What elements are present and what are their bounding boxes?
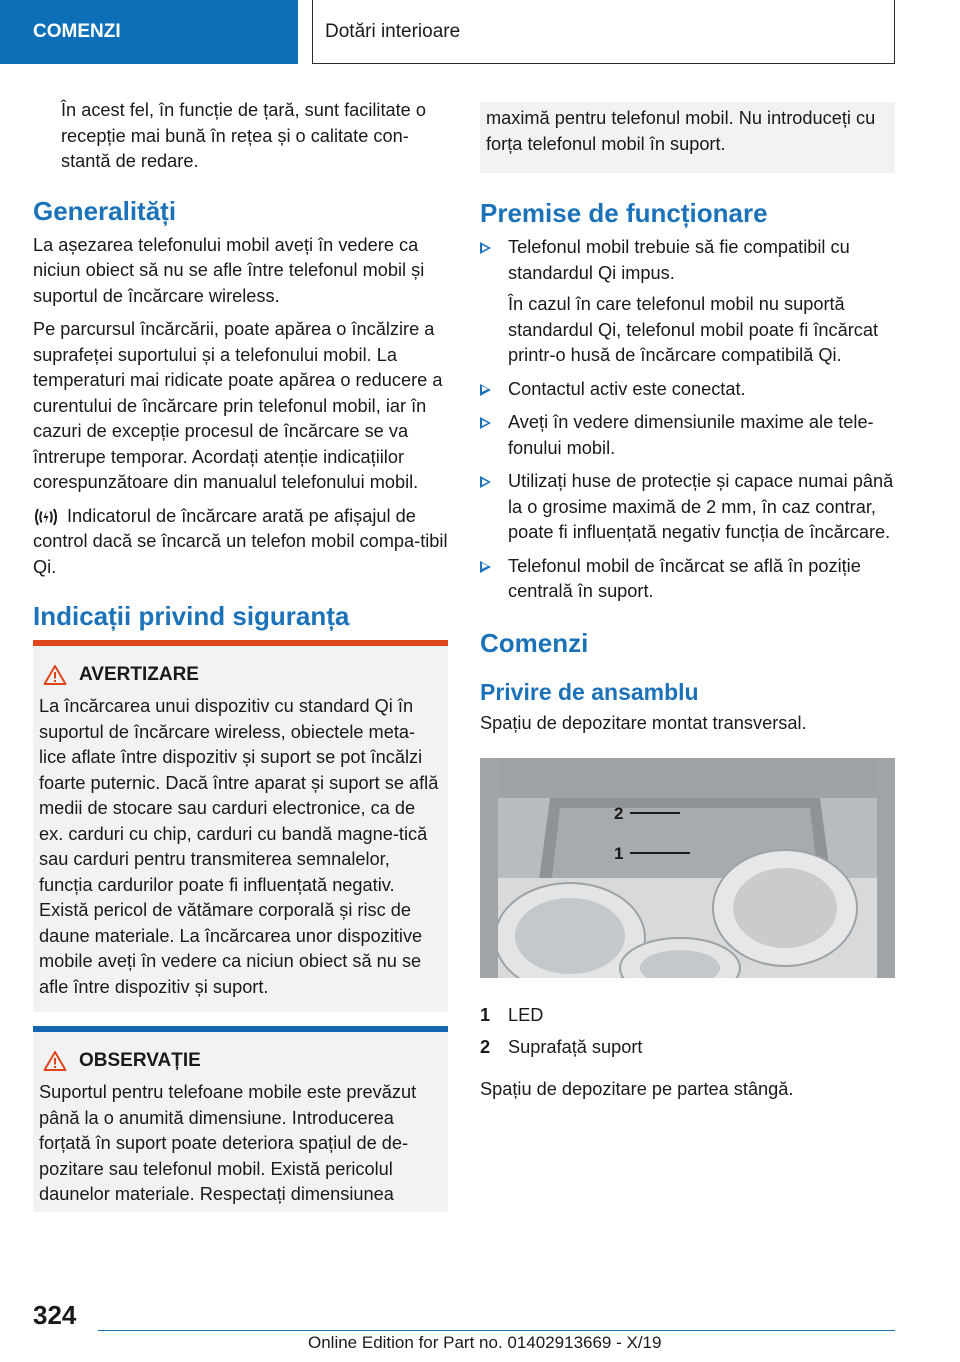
bullet-triangle-icon	[480, 561, 491, 573]
heading-controls: Comenzi	[480, 627, 589, 658]
legend-row: 1 LED	[480, 1005, 544, 1025]
heading-prerequisites: Premise de funcționare	[480, 198, 768, 228]
list-item-subtext: În cazul în care telefonul mobil nu suportă standardul Qi, telefonul mobil poate fi încărcat printr-o husă de încărcare compatibilă Qi.	[508, 294, 879, 365]
footer-divider	[98, 1330, 895, 1331]
warning-triangle-icon	[43, 664, 67, 686]
section-tab[interactable]	[0, 0, 298, 64]
general-paragraph-3	[33, 504, 448, 581]
warning-text: La încărcarea unui dispozitiv cu standard Qi în suportul de încărcare wireless, obiectele meta-lice aflate între dispozitiv și suport se pot încălzi foarte puternic. Dacă între aparat și suport se află medii de stocare sau carduri electronice, ca de ex. carduri cu chip, carduri cu bandă magne-tică sau carduri pentru transmiterea semnalelor, funcția cardurilor poate fi influențată negativ. Există pericol de vătămare corporală și risc de daune materiale. La încărcarea unor dispozitive mobile aveți în vedere ca niciun obiect să nu se afle între dispozitiv și suport.	[39, 696, 439, 997]
charging-indicator-text: Indicatorul de încărcare arată pe afișajul de control dacă se încarcă un telefon mobil compa-tibil Qi.	[33, 505, 448, 577]
note-text: Suportul pentru telefoane mobile este prevăzut până la o anumită dimensiune. Introducerea forțată în suport poate deteriora spațiul de de-pozitare sau telefonul mobil. Există pericolul daunelor materiale. Respectați dimensiunea	[39, 1082, 417, 1204]
storage-compartment-illustration	[480, 758, 895, 978]
legend-row: 2 Suprafață suport	[480, 1037, 643, 1057]
left-column	[33, 98, 448, 1212]
list-item: Telefonul mobil de încărcat se află în poziție centrală în suport.	[480, 554, 895, 605]
general-paragraph-1: La așezarea telefonului mobil aveți în vedere ca niciun obiect să nu se afle între telefonul mobil și suportul de încărcare wireless.	[33, 234, 425, 306]
overview-paragraph: Spațiu de depozitare montat transversal.	[480, 712, 807, 733]
figure-label-1: 1	[614, 844, 624, 863]
note-header	[39, 1050, 442, 1072]
heading-overview: Privire de ansamblu	[480, 678, 699, 705]
bullet-triangle-icon	[480, 476, 491, 488]
general-paragraph-2: Pe parcursul încărcării, poate apărea o încălzire a suprafeței suportului și a telefonului mobil. La temperaturi mai ridicate poate apărea o reducere a curentului de încărcare prin telefonul mobil, iar în cazuri de excepție procesul de încărcare se va întrerupe temporar. Acordați atenție indicațiilor corespunzătoare din manualul telefonului mobil.	[33, 319, 443, 492]
chapter-header	[312, 0, 895, 64]
list-item: Telefonul mobil trebuie să fie compatibil cu standardul Qi impus. În cazul în care telefonul mobil nu suportă standardul Qi, telefonul mobil poate fi încărcat printr-o husă de încărcare compatibilă Qi.	[480, 235, 895, 369]
bullet-triangle-icon	[480, 417, 491, 429]
page-number: 324	[33, 1300, 77, 1330]
prerequisites-list	[480, 235, 895, 605]
note-box-continued	[480, 102, 895, 173]
right-column	[480, 102, 895, 1111]
section-label: COMENZI	[33, 21, 121, 42]
list-item: Aveți în vedere dimensiunile maxime ale tele-fonului mobil.	[480, 410, 895, 461]
heading-safety: Indicații privind siguranța	[33, 601, 350, 631]
left-side-paragraph: Spațiu de depozitare pe partea stângă.	[480, 1079, 794, 1099]
bullet-triangle-icon	[480, 384, 491, 396]
caution-triangle-icon	[43, 1050, 67, 1072]
intro-paragraph: În acest fel, în funcție de țară, sunt facilitate o recepție mai bună în rețea și o calitate con-stantă de redare.	[61, 100, 426, 171]
figure-legend	[480, 999, 895, 1063]
bullet-triangle-icon	[480, 242, 491, 254]
warning-box	[33, 640, 448, 1012]
figure-label-2: 2	[614, 804, 624, 823]
heading-general: Generalități	[33, 195, 177, 226]
list-item: Contactul activ este conectat.	[480, 377, 895, 403]
warning-title: AVERTIZARE	[79, 664, 199, 685]
list-item: Utilizați huse de protecție și capace numai până la o grosime maximă de 2 mm, în caz contrar, poate fi influențată negativ funcția de încărcare.	[480, 469, 895, 546]
note-continued-text: maximă pentru telefonul mobil. Nu introduceți cu forța telefonul mobil în suport.	[486, 108, 876, 154]
note-box	[33, 1026, 448, 1212]
warning-header	[39, 664, 442, 686]
chapter-title: Dotări interioare	[325, 20, 461, 42]
wireless-charging-icon	[33, 506, 59, 528]
footer-edition: Online Edition for Part no. 01402913669 - X/19	[308, 1333, 662, 1352]
note-title: OBSERVAȚIE	[79, 1050, 201, 1071]
